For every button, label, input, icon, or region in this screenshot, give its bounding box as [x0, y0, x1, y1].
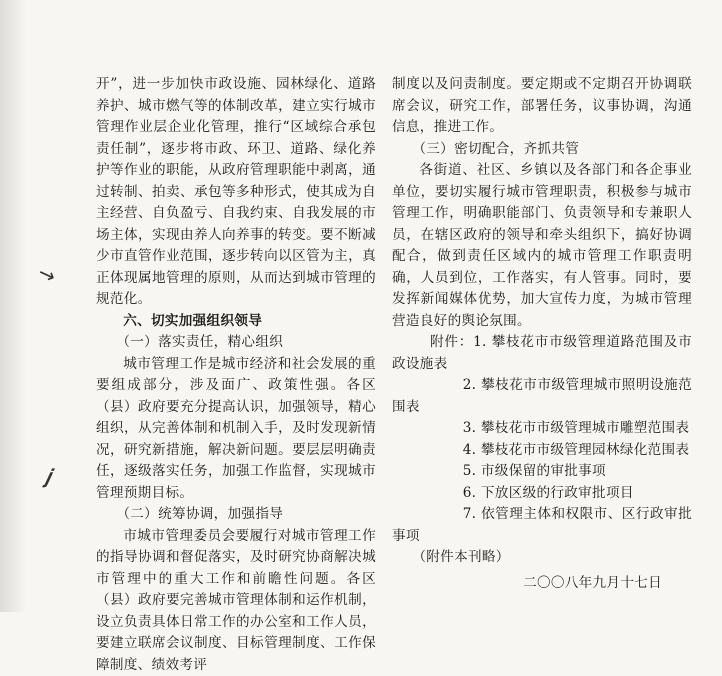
section-6-heading: 六、切实加强组织领导 [96, 311, 376, 333]
paragraph-responsibility: 城市管理工作是城市经济和社会发展的重要组成部分，涉及面广、政策性强。各区（县）政府要充分提高认识，加强领导，精心组织，从完善体制和机制入手，及时发现新情况，研究新措施，解决新问题。要层层明确责任，逐级落实任务，加强工作监督，实现城市管理预期目标。 [96, 354, 376, 505]
attachment-2: 2. 攀枝花市市级管理城市照明设施范围表 [392, 375, 692, 418]
attachment-6: 6. 下放区级的行政审批项目 [392, 483, 692, 505]
paragraph-coordination: 市城市管理委员会要履行对城市管理工作的指导协调和督促落实，及时研究协商解决城市管理中的重大工作和前瞻性问题。各区（县）政府要完善城市管理体制和运作机制，设立负责具体日常工作的办公室和工作人员，要建立联席会议制度、目标管理制度、工作保障制度、绩效考评 [96, 526, 376, 676]
attachment-5: 5. 市级保留的审批事项 [392, 461, 692, 483]
attachments-omitted-note: （附件本刊略） [392, 547, 692, 569]
scan-shadow [0, 0, 26, 612]
attachment-3: 3. 攀枝花市市级管理城市雕塑范围表 [392, 418, 692, 440]
margin-mark-2: 𝒋 [44, 464, 50, 488]
margin-mark-1: ↘ [34, 260, 58, 288]
subsection-3-heading: （三）密切配合，齐抓共管 [392, 139, 692, 161]
attachment-4: 4. 攀枝花市市级管理园林绿化范围表 [392, 440, 692, 462]
paragraph-reform-continued: 开”，进一步加快市政设施、园林绿化、道路养护、城市燃气等的体制改革，建立实行城市管理作业层企业化管理，推行“区域综合承包责任制”，逐步将市政、环卫、道路、绿化养护等作业的职能，从政府管理职能中剥离，通过转制、拍卖、承包等多种形式，使其成为自主经营、自负盈亏、自我约束、自我发展的市场主体，实现由养人向养事的转变。要不断减少市直管作业范围，逐步转向以区管为主，真正体现属地管理的原则，从而达到城市管理的规范化。 [96, 74, 376, 311]
attachment-7: 7. 依管理主体和权限市、区行政审批事项 [392, 504, 692, 547]
right-column [392, 74, 692, 594]
subsection-2-heading: （二）统筹协调，加强指导 [96, 504, 376, 526]
left-column [96, 74, 376, 676]
document-date: 二〇〇八年九月十七日 [392, 573, 692, 595]
subsection-1-heading: （一）落实责任，精心组织 [96, 332, 376, 354]
attachment-1: 附件：1. 攀枝花市市级管理道路范围及市政设施表 [392, 332, 692, 375]
paragraph-coordination-continued: 制度以及问责制度。要定期或不定期召开协调联席会议，研究工作，部署任务，议事协调，沟通信息，推进工作。 [392, 74, 692, 139]
paragraph-cooperation: 各街道、社区、乡镇以及各部门和各企事业单位，要切实履行城市管理职责，积极参与城市管理工作，明确职能部门、负责领导和专兼职人员，在辖区政府的领导和牵头组织下，搞好协调配合，做到责任区域内的城市管理工作职责明确，人员到位，工作落实，有人管事。同时，要发挥新闻媒体优势，加大宣传力度，为城市管理营造良好的舆论氛围。 [392, 160, 692, 332]
